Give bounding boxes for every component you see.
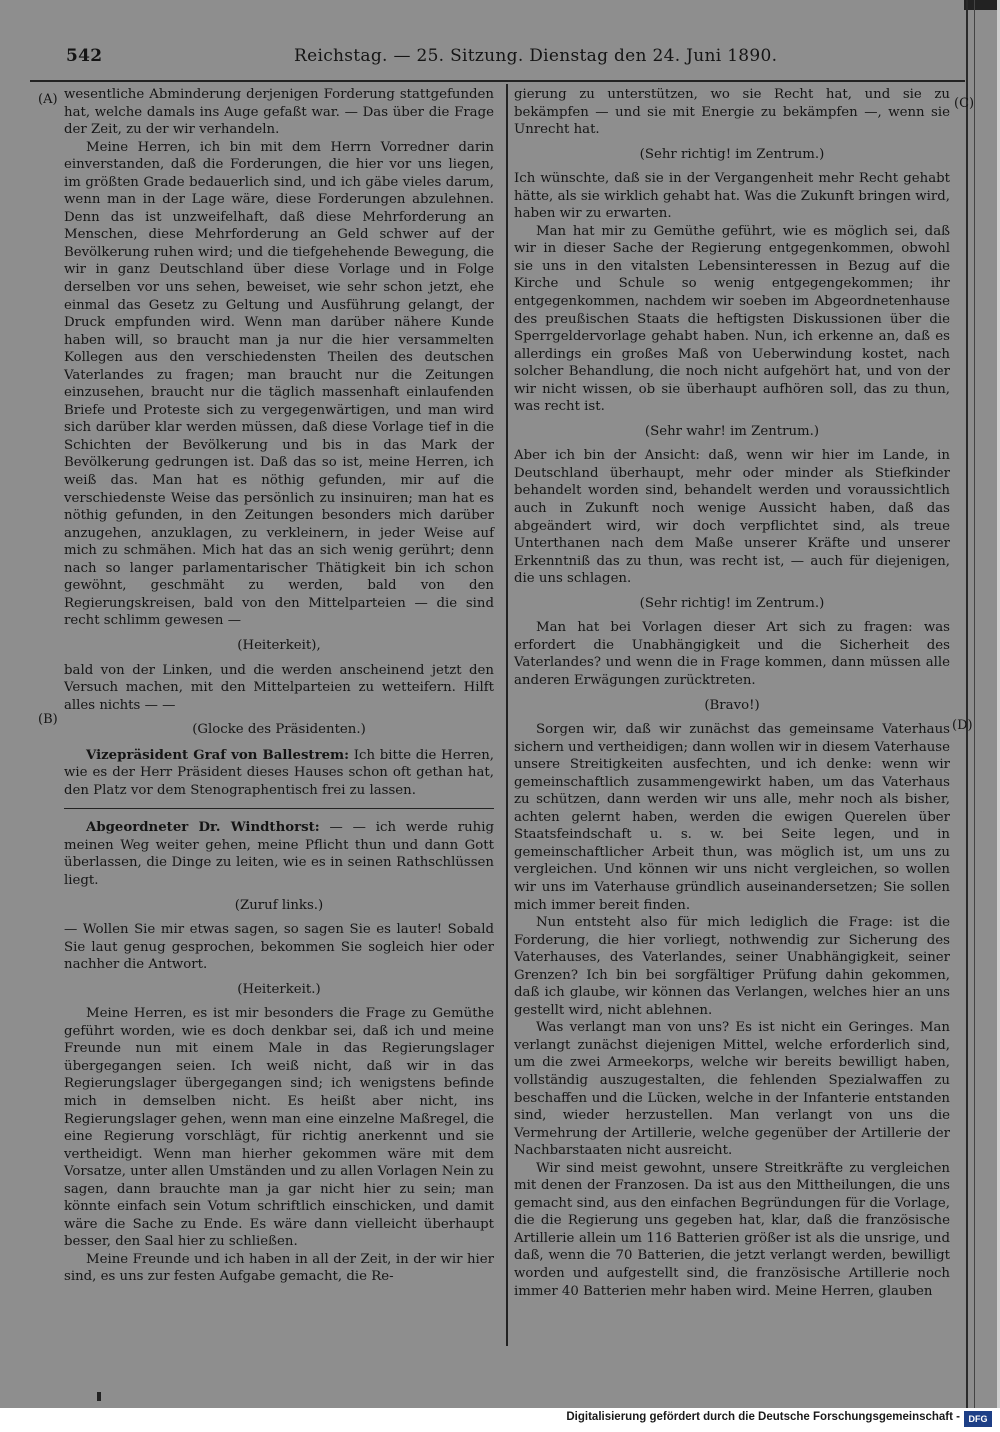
paragraph: Was verlangt man von uns? Es ist nicht ein Geringes. Man verlangt zunächst diejenigen Mittel, welche erforderlich sind, um die zwei Armeekorps, welche wir bereits bewilligt haben, vollständig auszugestalten, die fehlenden Spezialwaffen zu beschaffen und die Lücken, welche in der Infanterie entstanden sind, wieder herzustellen. Man verlangt von uns die Vermehrung der Artillerie, welche gegenüber der Artillerie der Nachbarstaaten nicht ausreicht. — [514, 1020, 950, 1159]
margin-marker-d: (D) — [952, 718, 973, 733]
paragraph: wesentliche Abminderung derjenigen Forderung stattgefunden hat, welche damals ins Auge gefaßt war. — Das über die Frage der Zeit, zu der wir verhandeln. — [64, 87, 494, 138]
interjection-zuruf: (Zuruf links.) — [234, 897, 324, 913]
running-title: Reichstag. — 25. Sitzung. Dienstag den 24. Juni 1890. — [294, 46, 778, 66]
paragraph: Meine Freunde und ich haben in all der Zeit, in der wir hier sind, es uns zur festen Aufgabe gemacht, die Re- — [64, 1251, 494, 1285]
paragraph: Man hat mir zu Gemüthe geführt, wie es möglich sei, daß wir in dieser Sache der Regierung entgegenkommen, obwohl sie uns in den vitalsten Lebensinteressen in Bezug auf die Kirche und Schule so wenig entgegengekommen; ihr entgegenkommen, nachdem wir soeben im Abgeordnetenhause des preußischen Staats die heftigsten Diskussionen über die Sperrgeldervorlage gehabt haben. Nun, ich erkenne an, daß es allerdings ein großes Maß von Ueberwindung kostet, nach solcher Behandlung, die noch nicht aufgehört hat, und von der wir nicht wissen, ob sie überhaupt aufhören soll, das zu thun, was recht ist. — [514, 223, 950, 415]
paragraph: gierung zu unterstützen, wo sie Recht hat, und sie zu bekämpfen — und sie mit Energie zu bekämpfen —, wenn sie Unrecht hat. — [514, 87, 950, 138]
speaker-name: Vizepräsident Graf von Ballestrem: — [86, 747, 350, 763]
speech-text: — — ich werde ruhig meinen Weg weiter gehen, meine Pflicht thun und dann Gott überlassen, die Dinge zu leiten, wie es in seinen Rathschlüssen liegt. — [64, 820, 494, 888]
speech-vizepraesident — [64, 747, 494, 800]
header-rule — [30, 80, 965, 82]
paragraph: Ich wünschte, daß sie in der Vergangenheit mehr Recht gehabt hätte, als sie wirklich gehabt hat. Was die Zukunft bringen wird, haben wir zu erwarten. — [514, 171, 950, 222]
interjection-glocke: (Glocke des Präsidenten.) — [192, 722, 366, 738]
interjection-heiterkeit: (Heiterkeit), — [237, 637, 321, 653]
paragraph: Nun entsteht also für mich lediglich die Frage: ist die Forderung, die hier vorliegt, nothwendig zur Sicherung des Vaterhauses, des Vaterlandes, seiner Unabhängigkeit, seiner Grenzen? Ich bin bei sorgfältiger Prüfung dahin gekommen, daß ich glaube, wir können das Verlangen, welches hier an uns gestellt wird, nicht ablehnen. — [514, 915, 950, 1018]
paragraph: Meine Herren, es ist mir besonders die Frage zu Gemüthe geführt worden, wie es doch denkbar sei, daß ich und meine Freunde nun mit einem Male in das Regierungslager übergegangen seien. Ich weiß nicht, daß wir in das Regierungslager übergegangen sind; ich wenigstens befinde mich in demselben nicht. Es heißt aber nicht, ins Regierungslager gehen, wenn man eine einzelne Maßregel, die eine Regierung vorschlägt, für richtig anerkennt und sie vertheidigt. Wenn man hierher gekommen wäre mit dem Vorsatze, unter allen Umständen und zu allen Vorlagen Nein zu sagen, dann brauchte man ja gar nicht hier zu sein; man könnte einfach sein Votum schriftlich einschicken, und damit wäre die Sache zu Ende. Es wäre dann vielleicht überhaupt besser, den Saal hier zu schließen. — [64, 1006, 494, 1250]
funding-credit: Digitalisierung gefördert durch die Deutsche Forschungsgemeinschaft - — [566, 1411, 960, 1423]
paragraph: Man hat bei Vorlagen dieser Art sich zu fragen: was erfordert die Unabhängigkeit und die Sicherheit des Vaterlandes? und wenn die in Frage kommen, dann müssen alle anderen Erwägungen zurücktreten. — [514, 620, 950, 688]
page-number: 542 — [66, 46, 103, 66]
paragraph: Meine Herren, ich bin mit dem Herrn Vorredner darin einverstanden, daß die Forderungen, die hier vor uns liegen, im größten Grade bedauerlich sind, und ich gäbe vieles darum, wenn man in der Lage wäre, diese Forderungen abzulehnen. Denn das ist unzweifelhaft, daß diese Mehrforderung an Menschen, diese Mehrforderung an Geld schwer auf der Bevölkerung ruhen wird; und die tiefgehehende Bewegung, die wir in ganz Deutschland über diese Vorlage und in Folge derselben vor uns sehen, beweiset, wie sehr schon jetzt, ehe einmal das Gesetz zu Geltung und Ausführung gelangt, der Druck empfunden wird. Wenn man darüber nähere Kunde haben will, so braucht man ja nur die hier versammelten Kollegen aus den verschiedensten Theilen des deutschen Vaterlandes zu fragen; man braucht nur die Zeitungen einzusehen, braucht nur die täglich massenhaft einlaufenden Briefe und Proteste sich zu vergegenwärtigen, und man wird sich darüber klar werden müssen, daß diese Vorlage tief in die Schichten der Bevölkerung und bis in das Mark der Bevölkerung gedrungen ist. Daß das so ist, meine Herren, ich weiß das. Man hat es nöthig gefunden, mir auf die verschiedenste Weise das persönlich zu insinuiren; man hat es nöthig gefunden, in den Zeitungen besonders mich darüber anzugehen, anzuklagen, zu verkleinern, in jeder Weise auf mich zu schmähen. Mich hat das an sich wenig gerührt; denn nach so langer parlamentarischer Thätigkeit bin ich schon gewöhnt, geschmäht zu werden, bald von den Regierungskreisen, bald von den Mittelparteien — die sind recht schlimm gewesen — — [64, 139, 494, 629]
speech-windthorst — [64, 819, 494, 889]
margin-marker-a: (A) — [38, 92, 58, 107]
left-column — [64, 86, 494, 1286]
paragraph: — Wollen Sie mir etwas sagen, so sagen Sie es lauter! Sobald Sie laut genug gesprochen, bekommen Sie sogleich hier oder nachher die Antwort. — [64, 922, 494, 973]
scan-edge-mark — [964, 0, 1000, 10]
speaker-name: Abgeordneter Dr. Windthorst: — [86, 820, 320, 836]
paragraph: Sorgen wir, daß wir zunächst das gemeinsame Vaterhaus sichern und vertheidigen; dann wollen wir in diesem Vaterhause unsere Streitigkeiten ausfechten, und ich denke: wenn wir gemeinschaftlich zusammengewirkt haben, um das Vaterhaus zu schützen, dann werden wir uns alle, mehr noch als bisher, achten gelernt haben, werden die ewigen Querelen über Staatsfeindschaft u. s. w. bei Seite legen, und in gemeinschaftlicher Arbeit thun, was möglich ist, um uns zu vergleichen. Und können wir uns nicht vergleichen, so wollen wir uns im Vaterhause gründlich auseinandersetzen; Sie sollen mich immer bereit finden. — [514, 722, 950, 913]
scan-edge-line — [966, 0, 968, 1408]
stray-mark — [97, 1392, 101, 1401]
interjection-sehr-wahr: (Sehr wahr! im Zentrum.) — [644, 423, 820, 439]
paragraph: Wir sind meist gewohnt, unsere Streitkräfte zu vergleichen mit denen der Franzosen. Da ist aus den Mittheilungen, die uns gemacht sind, aus den einfachen Begründungen für die Vorlage, die die Regierung uns gegeben hat, klar, daß die französische Artillerie allein um 116 Batterien größer ist als die unsrige, und daß, wenn die 70 Batterien, die jetzt verlangt werden, bewilligt worden und aufgestellt sind, die französische Artillerie noch immer 40 Batterien mehr haben wird. Meine Herren, glauben — [514, 1160, 950, 1299]
margin-marker-c: (C) — [954, 96, 975, 111]
interjection-sehr-richtig: (Sehr richtig! im Zentrum.) — [639, 146, 825, 162]
dfg-logo: DFG — [964, 1411, 992, 1427]
scan-edge-line-inner — [974, 0, 975, 1408]
speech-text: Ich bitte die Herren, wie es der Herr Präsident dieses Hauses schon oft gethan hat, den Platz vor dem Stenographentisch frei zu lassen. — [64, 747, 494, 798]
paragraph: bald von der Linken, und die werden anscheinend jetzt den Versuch machen, mit den Mittelparteien zu wetteifern. Hilft alles nichts — — — [64, 662, 494, 713]
column-divider — [506, 84, 508, 1346]
section-rule — [64, 808, 494, 809]
right-column — [514, 86, 950, 1300]
footer-bar — [0, 1408, 1000, 1432]
page-header — [66, 42, 966, 70]
margin-marker-b: (B) — [38, 712, 58, 727]
interjection-sehr-richtig: (Sehr richtig! im Zentrum.) — [639, 595, 825, 611]
paragraph: Aber ich bin der Ansicht: daß, wenn wir hier im Lande, in Deutschland überhaupt, mehr oder minder als Stiefkinder behandelt worden sind, behandelt werden und voraussichtlich auch in Zukunft noch wenige Aussicht haben, daß das abgeändert wird, wir doch verpflichtet sind, als treue Unterthanen nach dem Maße unserer Kräfte und unserer Erkenntniß das zu thun, was recht ist, — auch für diejenigen, die uns schlagen. — [514, 448, 950, 587]
interjection-heiterkeit: (Heiterkeit.) — [237, 981, 321, 997]
interjection-bravo: (Bravo!) — [704, 697, 760, 713]
